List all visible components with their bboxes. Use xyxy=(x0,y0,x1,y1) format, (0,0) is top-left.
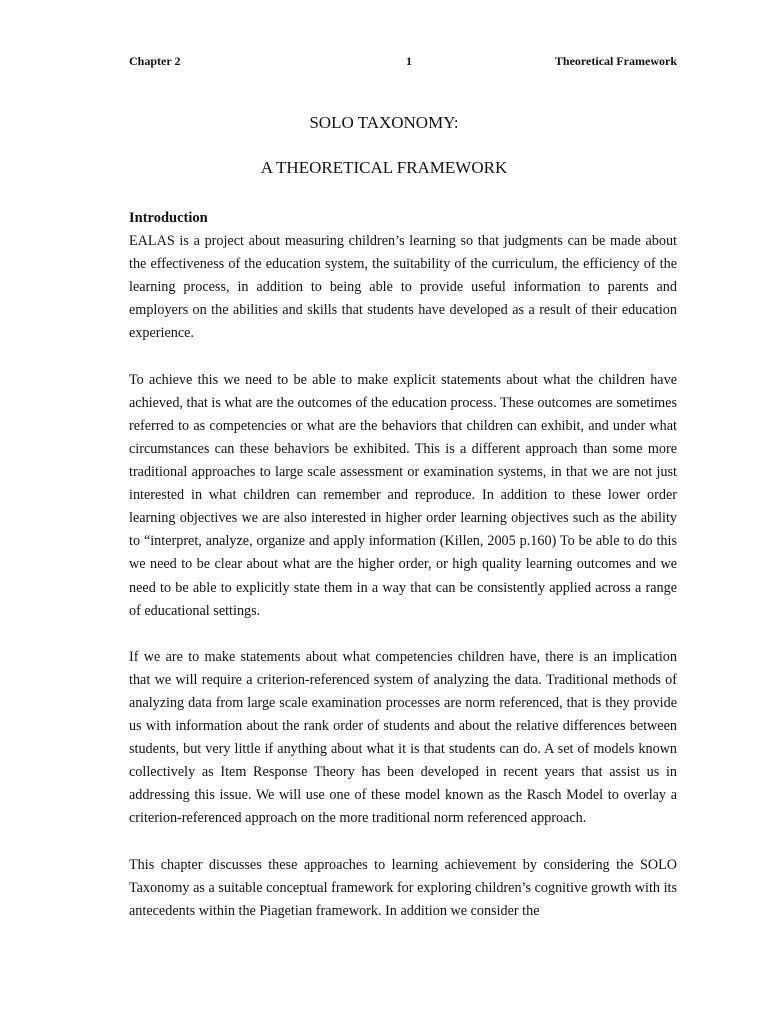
header-page-number: 1 xyxy=(406,54,412,68)
document-subtitle: A THEORETICAL FRAMEWORK xyxy=(260,158,508,177)
paragraph-3: If we are to make statements about what competencies children have, there is an implication that we will require a criterion-referenced system of analyzing the data. Traditional methods of analyzing data from large scale examination processes are norm referenced, that is they provide us with information about the rank order of students and about the relative differences between students, but very little if anything about what it is that students can do. A set of models known collectively as Item Response Theory has been developed in recent years that assist us in addressing this issue. We will use one of these model known as the Rasch Model to overlay a criterion-referenced approach on the more traditional norm referenced approach. xyxy=(129,648,677,827)
document-title: SOLO TAXONOMY: xyxy=(309,113,459,132)
header-chapter-label: Chapter 2 xyxy=(129,54,181,68)
body-text xyxy=(129,207,677,923)
running-header xyxy=(129,54,677,70)
paragraph-2: To achieve this we need to be able to make explicit statements about what the children have achieved, that is what are the outcomes of the education process. These outcomes are sometimes referred to as competencies or what are the behaviors that children can exhibit, and under what circumstances can these behaviors be exhibited. This is a different approach than some more traditional approaches to large scale assessment or examination systems, in that we are not just interested in what children can remember and reproduce. In addition to these lower order learning objectives we are also interested in higher order learning objectives such as the ability to “interpret, analyze, organize and apply information (Killen, 2005 p.160) To be able to do this we need to be clear about what are the higher order, or high quality learning outcomes and we need to be able to explicitly state them in a way that can be consistently applied across a range of educational settings. xyxy=(129,371,677,619)
header-section-title: Theoretical Framework xyxy=(554,54,677,68)
section-heading: Introduction xyxy=(129,210,208,226)
paragraph-1: EALAS is a project about measuring children’s learning so that judgments can be made about the effectiveness of the education system, the suitability of the curriculum, the efficiency of the learning process, in addition to being able to provide useful information to parents and employers on the abilities and skills that students have developed as a result of their education experience. xyxy=(129,233,677,342)
paragraph-4: This chapter discusses these approaches to learning achievement by considering the SOLO Taxonomy as a suitable conceptual framework for exploring children’s cognitive growth with its antecedents within the Piagetian framework. In addition we consider the xyxy=(129,856,677,919)
